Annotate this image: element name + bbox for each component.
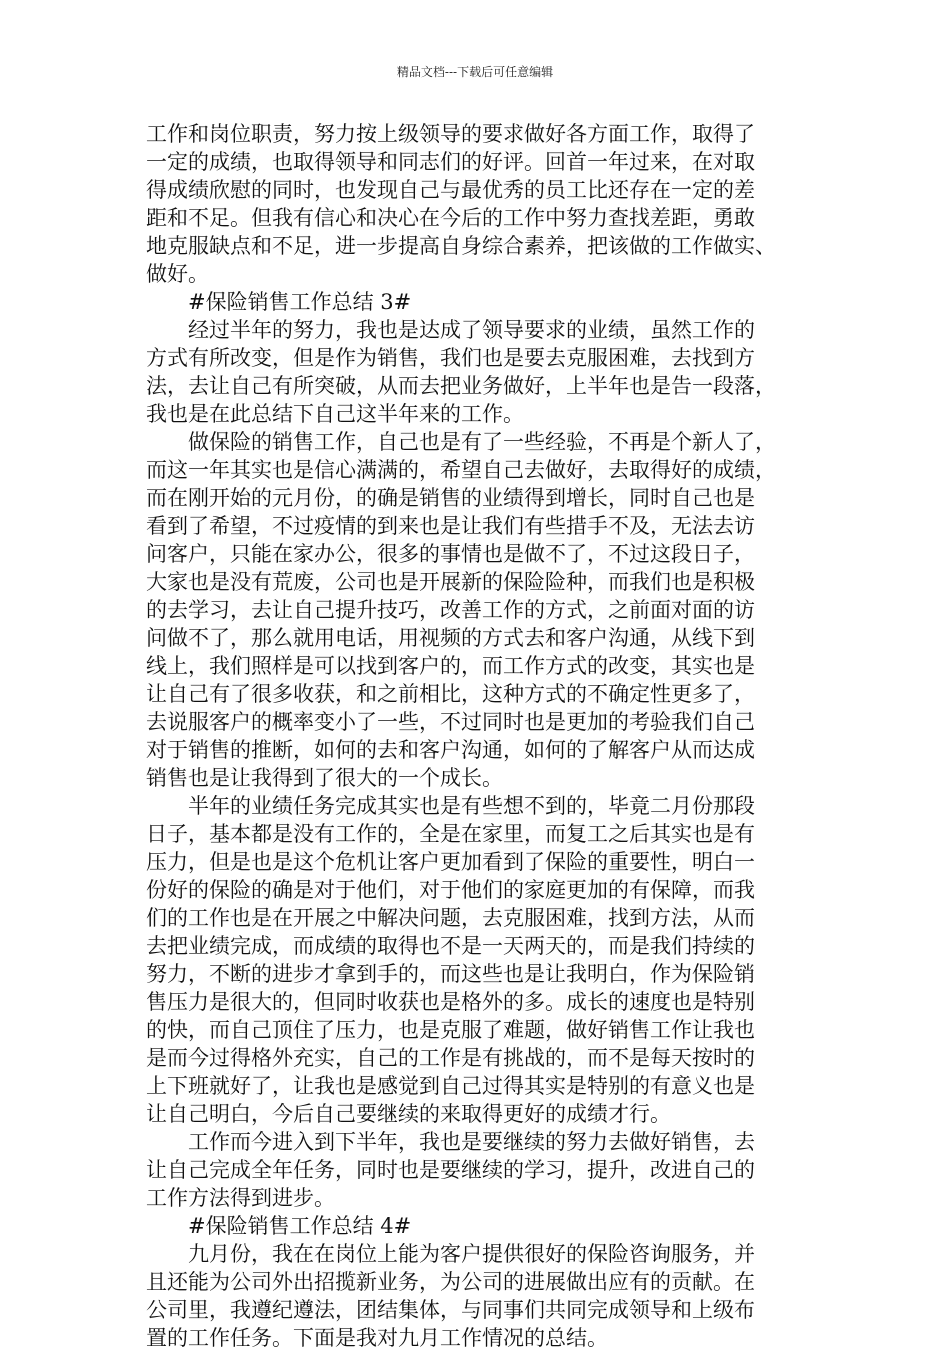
text-line: 工作方法得到进步。: [146, 1186, 335, 1210]
document-body: [146, 120, 806, 1352]
text-line: 一定的成绩，也取得领导和同志们的好评。回首一年过来，在对取: [146, 150, 755, 174]
text-line: 让自己明白，今后自己要继续的来取得更好的成绩才行。: [146, 1102, 671, 1126]
text-line: 让自己完成全年任务，同时也是要继续的学习，提升，改进自己的: [146, 1158, 755, 1182]
text-line: 工作和岗位职责，努力按上级领导的要求做好各方面工作，取得了: [146, 122, 755, 146]
text-line: 是而今过得格外充实，自己的工作是有挑战的，而不是每天按时的: [146, 1046, 755, 1070]
text-line: 做保险的销售工作，自己也是有了一些经验，不再是个新人了，: [188, 430, 776, 454]
text-line: 售压力是很大的，但同时收获也是格外的多。成长的速度也是特别: [146, 990, 755, 1014]
text-line: 问做不了，那么就用电话，用视频的方式去和客户沟通，从线下到: [146, 626, 755, 650]
text-line: #保险销售工作总结 4#: [188, 1214, 412, 1238]
text-line: 让自己有了很多收获，和之前相比，这种方式的不确定性更多了，: [146, 682, 755, 706]
text-line: 九月份，我在在岗位上能为客户提供很好的保险咨询服务，并: [188, 1242, 755, 1266]
text-line: 做好。: [146, 262, 209, 286]
text-line: 半年的业绩任务完成其实也是有些想不到的，毕竟二月份那段: [188, 794, 755, 818]
text-line: #保险销售工作总结 3#: [188, 290, 412, 314]
text-line: 置的工作任务。下面是我对九月工作情况的总结。: [146, 1326, 608, 1350]
text-line: 对于销售的推断，如何的去和客户沟通，如何的了解客户从而达成: [146, 738, 755, 762]
text-line: 而这一年其实也是信心满满的，希望自己去做好，去取得好的成绩，: [146, 458, 776, 482]
text-line: 法，去让自己有所突破，从而去把业务做好，上半年也是告一段落，: [146, 374, 776, 398]
text-line: 看到了希望，不过疫情的到来也是让我们有些措手不及，无法去访: [146, 514, 755, 538]
text-line: 去把业绩完成，而成绩的取得也不是一天两天的，而是我们持续的: [146, 934, 755, 958]
text-line: 上下班就好了，让我也是感觉到自己过得其实是特别的有意义也是: [146, 1074, 755, 1098]
text-line: 份好的保险的确是对于他们，对于他们的家庭更加的有保障，而我: [146, 878, 755, 902]
page-header: 精品文档---下载后可任意编辑: [396, 65, 554, 79]
text-line: 经过半年的努力，我也是达成了领导要求的业绩，虽然工作的: [188, 318, 755, 342]
text-line: 得成绩欣慰的同时，也发现自己与最优秀的员工比还存在一定的差: [146, 178, 755, 202]
text-line: 销售也是让我得到了很大的一个成长。: [146, 766, 503, 790]
text-line: 而在刚开始的元月份，的确是销售的业绩得到增长，同时自己也是: [146, 486, 755, 510]
text-line: 地克服缺点和不足，进一步提高自身综合素养，把该做的工作做实、: [146, 234, 776, 258]
text-line: 大家也是没有荒废，公司也是开展新的保险险种，而我们也是积极: [146, 570, 755, 594]
text-line: 我也是在此总结下自己这半年来的工作。: [146, 402, 524, 426]
text-line: 的去学习，去让自己提升技巧，改善工作的方式，之前面对面的访: [146, 598, 755, 622]
text-line: 努力，不断的进步才拿到手的，而这些也是让我明白，作为保险销: [146, 962, 755, 986]
text-line: 压力，但是也是这个危机让客户更加看到了保险的重要性，明白一: [146, 850, 755, 874]
text-line: 公司里，我遵纪遵法，团结集体，与同事们共同完成领导和上级布: [146, 1298, 755, 1322]
text-line: 工作而今进入到下半年，我也是要继续的努力去做好销售，去: [188, 1130, 755, 1154]
text-line: 去说服客户的概率变小了一些，不过同时也是更加的考验我们自己: [146, 710, 755, 734]
text-line: 日子，基本都是没有工作的，全是在家里，而复工之后其实也是有: [146, 822, 755, 846]
text-line: 问客户，只能在家办公，很多的事情也是做不了，不过这段日子，: [146, 542, 755, 566]
text-line: 线上，我们照样是可以找到客户的，而工作方式的改变，其实也是: [146, 654, 755, 678]
text-line: 且还能为公司外出招揽新业务，为公司的进展做出应有的贡献。在: [146, 1270, 755, 1294]
text-line: 的快，而自己顶住了压力，也是克服了难题，做好销售工作让我也: [146, 1018, 755, 1042]
text-line: 方式有所改变，但是作为销售，我们也是要去克服困难，去找到方: [146, 346, 755, 370]
text-line: 们的工作也是在开展之中解决问题，去克服困难，找到方法，从而: [146, 906, 755, 930]
text-line: 距和不足。但我有信心和决心在今后的工作中努力查找差距，勇敢: [146, 206, 755, 230]
